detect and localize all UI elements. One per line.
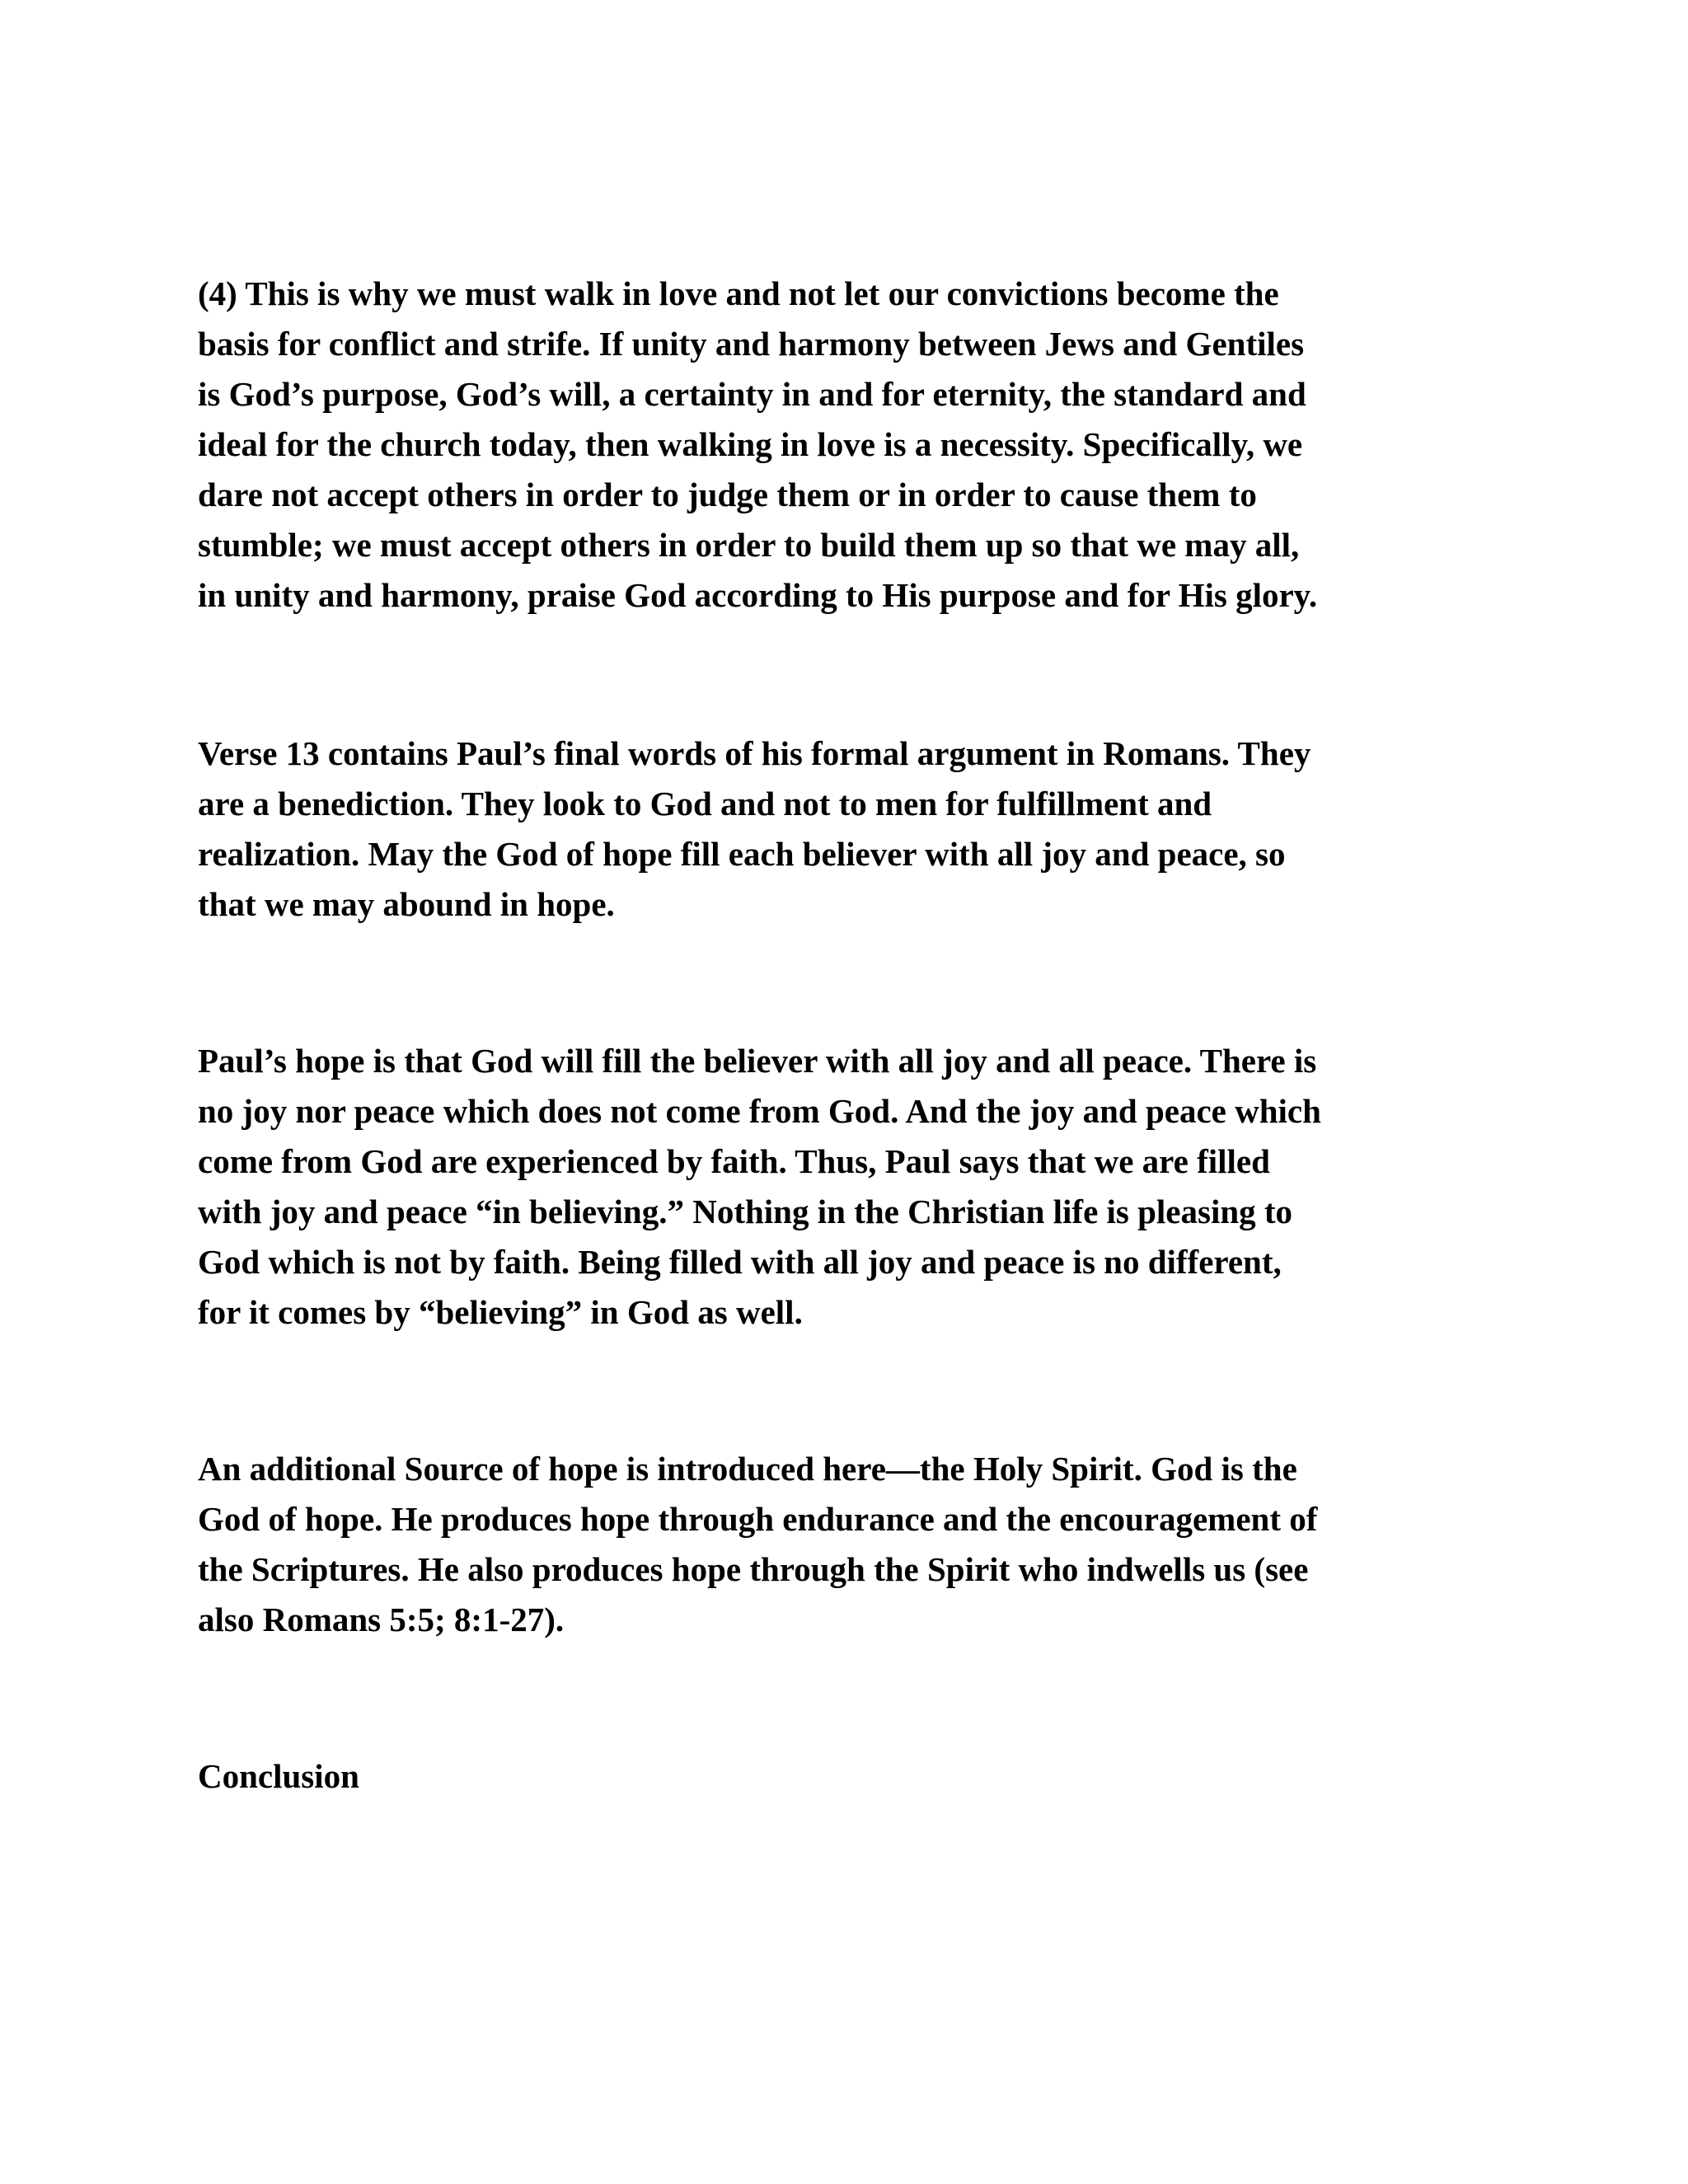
paragraph-line: for it comes by “believing” in God as well. <box>198 1293 803 1331</box>
paragraph-line: (4) This is why we must walk in love and not let our convictions become the <box>198 274 1279 312</box>
paragraph-line: realization. May the God of hope fill each believer with all joy and peace, so <box>198 835 1286 873</box>
section-heading-conclusion: Conclusion <box>198 1757 359 1795</box>
paragraph-line: An additional Source of hope is introduced here—the Holy Spirit. God is the <box>198 1450 1297 1488</box>
paragraph-line: God of hope. He produces hope through endurance and the encouragement of <box>198 1500 1318 1538</box>
paragraph-line: is God’s purpose, God’s will, a certainty in and for eternity, the standard and <box>198 375 1306 413</box>
paragraph-line: stumble; we must accept others in order to build them up so that we may all, <box>198 526 1300 564</box>
paragraph-line: dare not accept others in order to judge them or in order to cause them to <box>198 476 1257 513</box>
paragraph-line: the Scriptures. He also produces hope through the Spirit who indwells us (see <box>198 1550 1309 1588</box>
paragraph-line: in unity and harmony, praise God according to His purpose and for His glory. <box>198 576 1318 614</box>
paragraph-line: basis for conflict and strife. If unity and harmony between Jews and Gentiles <box>198 325 1305 363</box>
paragraph-line: God which is not by faith. Being filled with all joy and peace is no different, <box>198 1243 1282 1281</box>
paragraph-line: come from God are experienced by faith. Thus, Paul says that we are filled <box>198 1142 1270 1180</box>
paragraph-line: also Romans 5:5; 8:1-27). <box>198 1601 565 1638</box>
paragraph-line: ideal for the church today, then walking in love is a necessity. Specifically, we <box>198 425 1303 463</box>
paragraph-pauls-hope <box>198 1036 1500 1338</box>
paragraph-line: that we may abound in hope. <box>198 885 615 923</box>
paragraph-line: Paul’s hope is that God will fill the believer with all joy and all peace. There is <box>198 1042 1317 1080</box>
paragraph-line: are a benediction. They look to God and not to men for fulfillment and <box>198 785 1212 823</box>
paragraph-line: Verse 13 contains Paul’s final words of his formal argument in Romans. They <box>198 734 1311 772</box>
paragraph-line: no joy nor peace which does not come from God. And the joy and peace which <box>198 1092 1321 1130</box>
paragraph-verse-13 <box>198 729 1500 930</box>
paragraph-line: with joy and peace “in believing.” Nothing in the Christian life is pleasing to <box>198 1193 1293 1230</box>
paragraph-holy-spirit <box>198 1444 1500 1645</box>
paragraph-walk-in-love <box>198 269 1500 621</box>
